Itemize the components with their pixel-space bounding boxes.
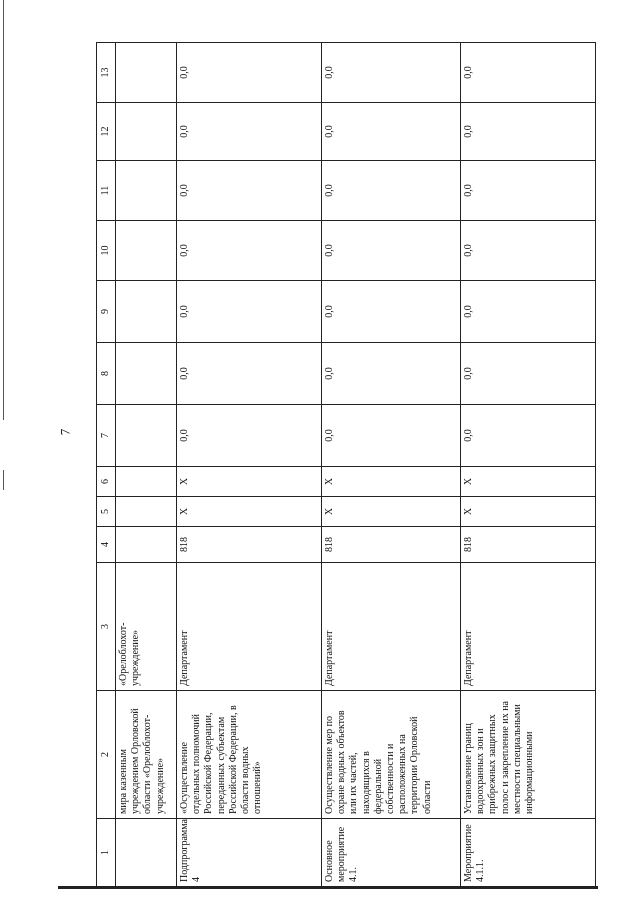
cell-value [116,221,177,281]
cell-name: Установление границ водоохранных зон и прибрежных защитных полос и закрепление их на местности специальными информационными [461,691,596,819]
cell-value: 0,0 [461,343,596,405]
cell-executor: Департамент [322,563,461,691]
cell-value: 0,0 [177,405,322,467]
cell-value: Х [461,467,596,497]
cell-code [116,819,177,887]
cell-value: 0,0 [322,221,461,281]
cell-value: 818 [461,527,596,563]
cell-name: Осуществление мер по охране водных объектов или их частей, находящихся в федеральной собственности и расположенных на территории Орловской области [322,691,461,819]
cell-code: Мероприятие 4.1.1. [461,819,596,887]
cell-value: Х [461,497,596,527]
cell-value: 0,0 [177,161,322,221]
cell-value: 0,0 [461,161,596,221]
cell-value [116,497,177,527]
cell-value: 0,0 [322,161,461,221]
cell-value: 0,0 [322,343,461,405]
cell-executor: Департамент [177,563,322,691]
cell-executor: Департамент [461,563,596,691]
cell-value: 0,0 [461,221,596,281]
cell-value [116,527,177,563]
cell-value: 0,0 [322,405,461,467]
cell-code: Подпрограмма 4 [177,819,322,887]
cell-value: Х [177,467,322,497]
cell-value: 818 [322,527,461,563]
cell-name: мира казенным учреждением Орловской области «Орелоблохот-учреждение» [116,691,177,819]
cell-value: 0,0 [461,103,596,161]
cell-value [116,281,177,343]
column-number-header [97,43,116,887]
cell-value: 0,0 [177,343,322,405]
cell-value: 0,0 [322,103,461,161]
scan-edge-mark [3,0,4,420]
cell-value: 0,0 [177,43,322,103]
cell-value: 0,0 [461,281,596,343]
cell-value: Х [177,497,322,527]
cell-value: 0,0 [461,405,596,467]
cell-value [116,43,177,103]
cell-code: Основное мероприятие 4.1. [322,819,461,887]
header-cell: 12 [97,103,116,161]
header-cell: 3 [97,563,116,691]
header-cell: 2 [97,691,116,819]
table-container [96,43,581,887]
cell-value: 0,0 [177,281,322,343]
table-row [461,43,596,887]
page-bottom-rule [58,886,598,889]
cell-value: Х [322,467,461,497]
cell-value [116,467,177,497]
cell-value: 0,0 [461,43,596,103]
page-number: 7 [57,428,73,436]
header-cell: 8 [97,343,116,405]
cell-value: 0,0 [322,281,461,343]
header-cell: 9 [97,281,116,343]
cell-value: 0,0 [177,103,322,161]
cell-value: Х [322,497,461,527]
program-table [96,42,596,887]
table-row [116,43,177,887]
header-cell: 11 [97,161,116,221]
scan-edge-mark [3,470,4,490]
header-cell: 13 [97,43,116,103]
header-cell: 5 [97,497,116,527]
cell-value [116,405,177,467]
cell-name: «Осуществление отдельных полномочий Российской Федерации, переданных субъектам Российской Федерации, в области водных отношений» [177,691,322,819]
header-cell: 4 [97,527,116,563]
cell-value: 0,0 [177,221,322,281]
header-cell: 10 [97,221,116,281]
cell-value [116,103,177,161]
cell-value [116,161,177,221]
header-cell: 1 [97,819,116,887]
cell-value: 0,0 [322,43,461,103]
header-cell: 7 [97,405,116,467]
cell-value: 818 [177,527,322,563]
table-row [322,43,461,887]
cell-executor: «Орелоблохот-учреждение» [116,563,177,691]
table-row [177,43,322,887]
header-cell: 6 [97,467,116,497]
cell-value [116,343,177,405]
